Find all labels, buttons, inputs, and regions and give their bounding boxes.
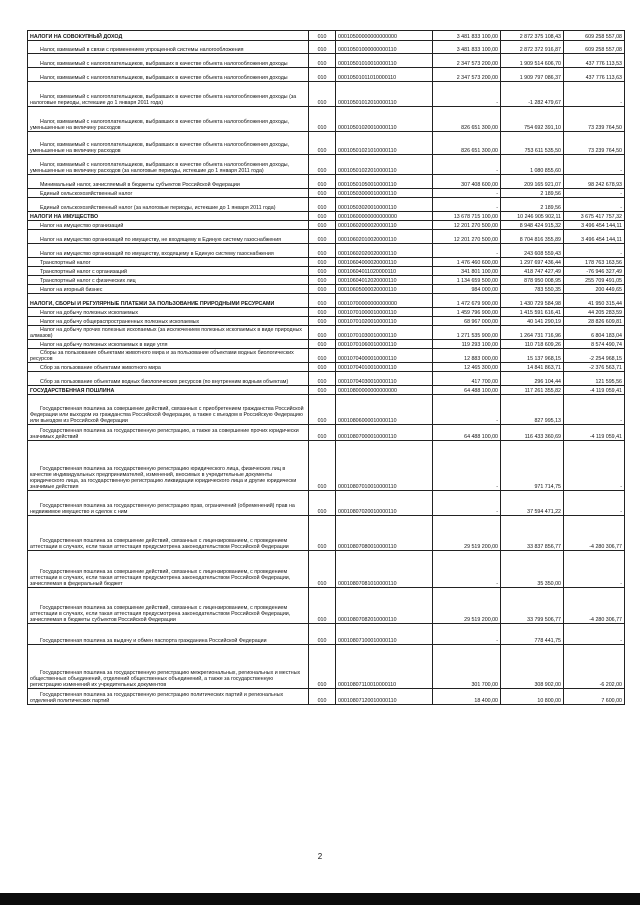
row-budget-code: 00010501021010000110 [336,132,433,155]
row-line-code: 010 [309,386,336,395]
row-line-code: 010 [309,326,336,340]
row-budget-code: 00010700000000000000 [336,294,433,308]
row-unexecuted: - [564,189,625,198]
row-name: Налог, взимаемый в связи с применением упрощенной системы налогообложения [28,41,309,54]
row-unexecuted: -2 254 968,15 [564,349,625,363]
row-budget-code: 00010807000010000110 [336,425,433,441]
table-row [28,294,625,308]
row-unexecuted: 437 776 113,63 [564,68,625,82]
row-name: Государственная пошлина за совершение действий, связанных с лицензированием, с проведением аттестации в случаях, если такая аттестация предусмотрена законодательством Российской Федерации [28,516,309,551]
row-name: Налог, взимаемый с налогоплательщиков, выбравших в качестве объекта налогообложения доходы [28,68,309,82]
row-name: Государственная пошлина за государственную регистрацию прав, ограничений (обременений) прав на недвижимое имущество и сделок с ним [28,491,309,516]
row-executed: 878 950 008,95 [501,276,564,285]
revenue-table [27,30,625,705]
row-budget-code: 00010503000010000110 [336,189,433,198]
row-budget-code: 00010600000000000000 [336,212,433,221]
row-name: Транспортный налог с организаций [28,267,309,276]
row-line-code: 010 [309,54,336,68]
row-unexecuted: - [564,441,625,491]
row-budget-code: 00010501011010000110 [336,68,433,82]
row-executed: 778 441,75 [501,624,564,645]
row-approved: 1 134 659 500,00 [433,276,501,285]
table-row [28,132,625,155]
row-line-code: 010 [309,82,336,107]
row-line-code: 010 [309,551,336,588]
row-approved: - [433,395,501,425]
row-executed: 1 297 697 436,44 [501,258,564,267]
row-name: Налог, взимаемый с налогоплательщиков, выбравших в качестве объекта налогообложения доходы, уменьшенные на величину расходов [28,132,309,155]
row-approved: 68 967 000,00 [433,317,501,326]
row-approved: 13 678 715 100,00 [433,212,501,221]
row-executed: 40 141 290,19 [501,317,564,326]
row-budget-code: 00010807010010000110 [336,441,433,491]
row-approved: 2 347 573 200,00 [433,68,501,82]
table-row [28,258,625,267]
row-approved: 301 700,00 [433,645,501,689]
row-unexecuted: - [564,244,625,258]
row-approved: - [433,155,501,175]
table-row [28,82,625,107]
table-row [28,516,625,551]
row-approved: - [433,198,501,212]
row-approved: 2 347 573 200,00 [433,54,501,68]
scan-edge [0,893,640,905]
row-line-code: 010 [309,285,336,294]
table-row [28,221,625,230]
row-approved: 12 201 270 500,00 [433,221,501,230]
row-executed: 783 550,35 [501,285,564,294]
row-executed: 116 433 360,69 [501,425,564,441]
row-budget-code: 00010807082010000110 [336,588,433,624]
row-unexecuted: -76 946 327,49 [564,267,625,276]
row-unexecuted: -6 202,00 [564,645,625,689]
row-unexecuted: 200 449,65 [564,285,625,294]
row-unexecuted: 121 595,56 [564,372,625,386]
row-line-code: 010 [309,276,336,285]
row-executed: 2 189,56 [501,189,564,198]
row-budget-code: 00010701060010000110 [336,340,433,349]
row-budget-code: 00010807120010000110 [336,689,433,705]
row-unexecuted: - [564,198,625,212]
row-executed: 209 165 921,07 [501,175,564,189]
row-executed: 8 704 816 355,89 [501,230,564,244]
row-line-code: 010 [309,230,336,244]
row-budget-code: 00010701000010000110 [336,308,433,317]
row-name: Налог, взимаемый с налогоплательщиков, выбравших в качестве объекта налогообложения доходы, уменьшенные на величину расходов [28,107,309,132]
row-unexecuted: 178 763 163,56 [564,258,625,267]
row-approved: 18 400,00 [433,689,501,705]
row-executed: 117 261 355,82 [501,386,564,395]
row-budget-code: 00010807081010000110 [336,551,433,588]
row-budget-code: 00010704000010000110 [336,349,433,363]
row-name: Налог на имущество организаций [28,221,309,230]
table-row [28,372,625,386]
row-approved: - [433,624,501,645]
row-line-code: 010 [309,189,336,198]
table-row [28,588,625,624]
table-row [28,230,625,244]
row-name: Налог на имущество организаций по имуществу, не входящему в Единую систему газоснабжения [28,230,309,244]
table-row [28,386,625,395]
row-approved: 12 465 300,00 [433,363,501,372]
row-name: Налог на игорный бизнес [28,285,309,294]
row-executed: 37 594 471,22 [501,491,564,516]
row-unexecuted: - [564,551,625,588]
row-budget-code: 00010807080010000110 [336,516,433,551]
row-approved: 3 481 833 100,00 [433,31,501,41]
row-line-code: 010 [309,221,336,230]
row-approved: 119 293 100,00 [433,340,501,349]
row-line-code: 010 [309,441,336,491]
row-line-code: 010 [309,317,336,326]
row-approved: 307 408 600,00 [433,175,501,189]
table-row [28,340,625,349]
row-budget-code: 00010602020020000110 [336,244,433,258]
row-name: Налог на имущество организаций по имуществу, входящему в Единую систему газоснабжения [28,244,309,258]
row-line-code: 010 [309,308,336,317]
row-budget-code: 00010807020010000110 [336,491,433,516]
row-executed: 2 872 372 916,87 [501,41,564,54]
row-line-code: 010 [309,689,336,705]
row-name: Государственная пошлина за государственную регистрацию межрегиональных, региональных и местных общественных объединений, отделений общественных объединений, а также за государственную регистрацию изменений их учредительных документов [28,645,309,689]
row-unexecuted: 255 709 491,05 [564,276,625,285]
row-budget-code: 00010501012010000110 [336,82,433,107]
table-row [28,198,625,212]
row-approved: 64 488 100,00 [433,386,501,395]
row-line-code: 010 [309,132,336,155]
table-row [28,267,625,276]
row-name: Государственная пошлина за выдачу и обмен паспорта гражданина Российской Федерации [28,624,309,645]
row-executed: -1 282 479,67 [501,82,564,107]
row-unexecuted: -4 280 306,77 [564,588,625,624]
row-name: Налог на добычу полезных ископаемых [28,308,309,317]
row-unexecuted: 8 574 490,74 [564,340,625,349]
row-executed: 10 800,00 [501,689,564,705]
row-line-code: 010 [309,155,336,175]
row-name: Транспортный налог с физических лиц [28,276,309,285]
row-executed: 1 264 731 716,96 [501,326,564,340]
row-approved: 826 651 300,00 [433,107,501,132]
table-row [28,31,625,41]
row-executed: 1 909 797 086,37 [501,68,564,82]
row-budget-code: 00010701030010000110 [336,326,433,340]
row-line-code: 010 [309,258,336,267]
table-row [28,425,625,441]
row-executed: 10 246 905 902,11 [501,212,564,221]
row-line-code: 010 [309,588,336,624]
row-name: Государственная пошлина за государственную регистрацию юридического лица, физических лиц в качестве индивидуальных предпринимателей, изменений, вносимых в учредительные документы юридического лица, за государственную регистрацию ликвидации юридического лица и другие юридически значимые действия [28,441,309,491]
row-unexecuted: 73 239 764,50 [564,107,625,132]
row-line-code: 010 [309,645,336,689]
table-row [28,107,625,132]
row-approved: 29 519 200,00 [433,516,501,551]
row-line-code: 010 [309,491,336,516]
row-unexecuted: - [564,82,625,107]
row-budget-code: 00010807100010000110 [336,624,433,645]
row-approved: 12 201 270 500,00 [433,230,501,244]
row-executed: 1 430 729 584,98 [501,294,564,308]
row-line-code: 010 [309,349,336,363]
table-row [28,276,625,285]
row-budget-code: 00010704030010000110 [336,372,433,386]
row-name: Государственная пошлина за государственную регистрацию, а также за совершение прочих юридически значимых действий [28,425,309,441]
row-budget-code: 00010501050010000110 [336,175,433,189]
row-approved: 64 488 100,00 [433,425,501,441]
row-approved: 3 481 833 100,00 [433,41,501,54]
row-line-code: 010 [309,425,336,441]
row-name: Государственная пошлина за совершение действий, связанных с приобретением гражданства Российской Федерации или выходом из гражданства Российской Федерации, а также с въездом в Российскую Федерацию или выездом из Российской Федерации [28,395,309,425]
row-name: Единый сельскохозяйственный налог (за налоговые периоды, истекшие до 1 января 2011 года) [28,198,309,212]
table-row [28,155,625,175]
table-row [28,244,625,258]
row-approved: - [433,551,501,588]
table-row [28,68,625,82]
row-name: Государственная пошлина за совершение действий, связанных с лицензированием, с проведением аттестации в случаях, если такая аттестация предусмотрена законодательством Российской Федерации, зачисляемая в бюджеты субъектов Российской Федерации [28,588,309,624]
row-name: Сбор за пользование объектами водных биологических ресурсов (по внутренним водным объектам) [28,372,309,386]
row-unexecuted: 41 950 315,44 [564,294,625,308]
table-row [28,308,625,317]
row-line-code: 010 [309,267,336,276]
row-line-code: 010 [309,395,336,425]
row-unexecuted: 98 242 678,93 [564,175,625,189]
row-budget-code: 00010602010020000110 [336,230,433,244]
report-sheet [27,30,620,705]
table-row [28,645,625,689]
row-line-code: 010 [309,516,336,551]
row-unexecuted: - [564,624,625,645]
row-unexecuted: - [564,491,625,516]
row-approved: - [433,82,501,107]
page-number: 2 [317,852,323,861]
row-unexecuted: - [564,395,625,425]
row-unexecuted: -4 119 059,41 [564,425,625,441]
row-approved: 417 700,00 [433,372,501,386]
row-line-code: 010 [309,107,336,132]
row-executed: 35 350,00 [501,551,564,588]
table-row [28,349,625,363]
row-line-code: 010 [309,624,336,645]
row-budget-code: 00010604000020000110 [336,258,433,267]
row-unexecuted: 3 675 417 757,32 [564,212,625,221]
row-name: НАЛОГИ, СБОРЫ И РЕГУЛЯРНЫЕ ПЛАТЕЖИ ЗА ПОЛЬЗОВАНИЕ ПРИРОДНЫМИ РЕСУРСАМИ [28,294,309,308]
row-name: Налог, взимаемый с налогоплательщиков, выбравших в качестве объекта налогообложения доходы (за налоговые периоды, истекшие до 1 января 2011 года) [28,82,309,107]
table-row [28,551,625,588]
row-unexecuted: -2 376 563,71 [564,363,625,372]
row-executed: 827 995,13 [501,395,564,425]
row-executed: 753 611 535,50 [501,132,564,155]
table-row [28,326,625,340]
row-executed: 1 415 591 616,41 [501,308,564,317]
row-budget-code: 00010503020010000110 [336,198,433,212]
row-unexecuted: 437 776 113,53 [564,54,625,68]
row-executed: 971 714,75 [501,441,564,491]
table-row [28,189,625,198]
row-name: Налог, взимаемый с налогоплательщиков, выбравших в качестве объекта налогообложения доходы [28,54,309,68]
row-approved: 1 476 460 600,00 [433,258,501,267]
row-unexecuted: 3 496 454 144,11 [564,230,625,244]
table-row [28,689,625,705]
row-budget-code: 00010605000020000110 [336,285,433,294]
row-unexecuted: 6 804 183,04 [564,326,625,340]
row-unexecuted: 73 239 764,50 [564,132,625,155]
row-executed: 33 837 856,77 [501,516,564,551]
row-line-code: 010 [309,41,336,54]
row-executed: 296 104,44 [501,372,564,386]
row-approved: 12 883 000,00 [433,349,501,363]
row-approved: 341 801 100,00 [433,267,501,276]
row-approved: - [433,189,501,198]
row-unexecuted: 3 496 454 144,11 [564,221,625,230]
row-unexecuted: -4 280 306,77 [564,516,625,551]
row-line-code: 010 [309,175,336,189]
row-executed: 418 747 427,49 [501,267,564,276]
table-row [28,175,625,189]
row-line-code: 010 [309,340,336,349]
table-row [28,212,625,221]
row-approved: - [433,441,501,491]
row-executed: 1 909 514 606,70 [501,54,564,68]
row-name: НАЛОГИ НА ИМУЩЕСТВО [28,212,309,221]
row-unexecuted: 28 826 609,81 [564,317,625,326]
row-approved: 1 459 796 900,00 [433,308,501,317]
row-unexecuted: 609 258 557,08 [564,41,625,54]
row-unexecuted: 7 600,00 [564,689,625,705]
row-line-code: 010 [309,363,336,372]
row-budget-code: 00010501020010000110 [336,107,433,132]
row-executed: 15 137 968,15 [501,349,564,363]
row-approved: 1 472 679 900,00 [433,294,501,308]
row-approved: 1 271 535 900,00 [433,326,501,340]
table-row [28,441,625,491]
row-budget-code: 00010807110010000110 [336,645,433,689]
row-line-code: 010 [309,68,336,82]
row-budget-code: 00010800000000000000 [336,386,433,395]
row-executed: 754 692 391,10 [501,107,564,132]
table-row [28,54,625,68]
row-budget-code: 00010500000000000000 [336,31,433,41]
row-name: Налог, взимаемый с налогоплательщиков, выбравших в качестве объекта налогообложения доходы, уменьшенные на величину расходов (за налоговые периоды, истекшие до 1 января 2011 года) [28,155,309,175]
row-budget-code: 00010501000000000110 [336,41,433,54]
row-budget-code: 00010602000020000110 [336,221,433,230]
row-approved: 826 651 300,00 [433,132,501,155]
row-line-code: 010 [309,244,336,258]
row-name: Налог на добычу общераспространенных полезных ископаемых [28,317,309,326]
row-unexecuted: 44 205 283,59 [564,308,625,317]
row-executed: 308 902,00 [501,645,564,689]
table-row [28,363,625,372]
row-executed: 110 718 609,26 [501,340,564,349]
row-approved: 29 519 200,00 [433,588,501,624]
row-executed: 2 189,56 [501,198,564,212]
row-line-code: 010 [309,31,336,41]
row-budget-code: 00010806000010000110 [336,395,433,425]
row-name: НАЛОГИ НА СОВОКУПНЫЙ ДОХОД [28,31,309,41]
row-name: Сборы за пользование объектами животного мира и за пользование объектами водных биологических ресурсов [28,349,309,363]
row-budget-code: 00010604011020000110 [336,267,433,276]
row-executed: 8 948 424 915,32 [501,221,564,230]
row-budget-code: 00010701020010000110 [336,317,433,326]
row-budget-code: 00010501010010000110 [336,54,433,68]
row-budget-code: 00010604012020000110 [336,276,433,285]
row-name: Налог на добычу полезных ископаемых в виде угля [28,340,309,349]
row-line-code: 010 [309,294,336,308]
row-name: Сбор за пользование объектами животного мира [28,363,309,372]
row-line-code: 010 [309,198,336,212]
row-unexecuted: - [564,155,625,175]
row-executed: 1 080 855,60 [501,155,564,175]
row-name: Государственная пошлина за государственную регистрацию политических партий и региональных отделений политических партий [28,689,309,705]
table-row [28,395,625,425]
row-name: Единый сельскохозяйственный налог [28,189,309,198]
row-approved: - [433,491,501,516]
row-line-code: 010 [309,212,336,221]
table-row [28,41,625,54]
row-line-code: 010 [309,372,336,386]
row-executed: 2 872 375 108,43 [501,31,564,41]
table-row [28,285,625,294]
row-unexecuted: -4 119 059,41 [564,386,625,395]
row-executed: 33 799 506,77 [501,588,564,624]
row-name: ГОСУДАРСТВЕННАЯ ПОШЛИНА [28,386,309,395]
table-row [28,491,625,516]
row-executed: 14 841 863,71 [501,363,564,372]
row-budget-code: 00010704010010000110 [336,363,433,372]
row-name: Минимальный налог, зачисляемый в бюджеты субъектов Российской Федерации [28,175,309,189]
table-row [28,317,625,326]
row-name: Государственная пошлина за совершение действий, связанных с лицензированием, с проведением аттестации в случаях, если такая аттестация предусмотрена законодательством Российской Федерации, зачисляемая в федеральный бюджет [28,551,309,588]
revenue-table-body [28,31,625,705]
row-approved: 984 000,00 [433,285,501,294]
row-name: Налог на добычу прочих полезных ископаемых (за исключением полезных ископаемых в виде природных алмазов) [28,326,309,340]
row-budget-code: 00010501022010000110 [336,155,433,175]
row-approved: - [433,244,501,258]
row-unexecuted: 609 258 557,08 [564,31,625,41]
row-executed: 243 608 559,43 [501,244,564,258]
table-row [28,624,625,645]
row-name: Транспортный налог [28,258,309,267]
